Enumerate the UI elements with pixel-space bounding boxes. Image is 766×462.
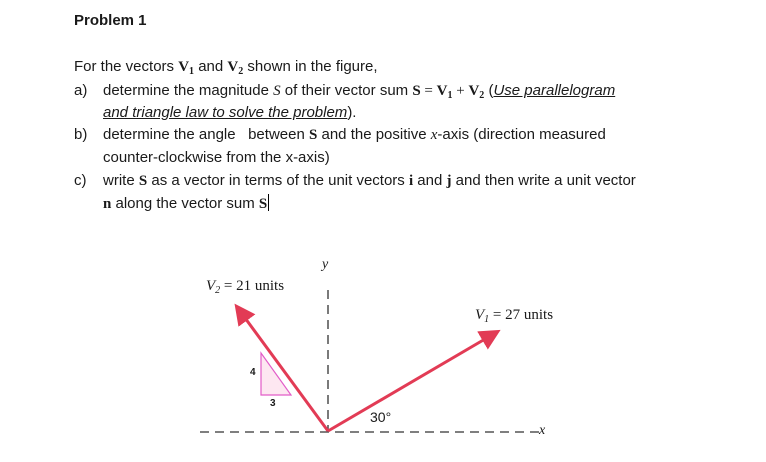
item-a-marker: a) [74, 82, 88, 99]
v2-magnitude-label: $V_2 = 21$ units [206, 278, 285, 296]
item-b-marker: b) [74, 126, 88, 143]
vector-v2-symbol: $V_2$ [227, 59, 244, 77]
v1-symbol-a: $V_1$ [436, 83, 453, 101]
v2-symbol-a: $V_2$ [468, 83, 485, 101]
y-axis-label: y [322, 257, 329, 272]
intro-and: and [194, 58, 228, 75]
item-b-line1: determine the angle between S and the positive x-axis (direction measured [103, 126, 606, 143]
x-axis-label: x [539, 423, 546, 438]
vector-s-symbol-c: S [138, 173, 148, 189]
intro-text-after: shown in the figure, [243, 58, 378, 75]
intro-text-before: For the vectors [74, 58, 179, 75]
problem-title: Problem 1 [74, 12, 147, 29]
x-axis-symbol: x [430, 127, 438, 143]
triangle-vertical-label: 4 [250, 367, 256, 378]
magnitude-s-symbol: S [273, 83, 281, 99]
vector-v1-arrow [328, 332, 497, 431]
unit-n-symbol: n [103, 196, 112, 212]
unit-j-symbol: j [446, 173, 452, 189]
item-b-line2: counter-clockwise from the x-axis) [103, 149, 330, 166]
item-c-line1: write S as a vector in terms of the unit vectors i and j and then write a unit vector [103, 172, 636, 189]
triangle-horizontal-label: 3 [270, 398, 276, 409]
item-a-line1: determine the magnitude S of their vector sum $S = V_1 + V_2$ (Use parallelogram [103, 82, 616, 101]
item-c-line2: n along the vector sum S [103, 195, 268, 212]
vector-s-symbol-c2: S [258, 196, 268, 212]
v1-magnitude-label: $V_1 = 27$ units [475, 307, 554, 325]
angle-s-symbol: S [308, 127, 318, 143]
angle-label: 30° [370, 409, 392, 425]
unit-i-symbol: i [408, 173, 414, 189]
vector-v1-symbol: $V_1$ [178, 59, 195, 77]
parallelogram-hint-part2: and triangle law to solve the problem [103, 104, 348, 121]
parallelogram-hint-part1: Use parallelogram [493, 82, 616, 99]
item-a-line2: and triangle law to solve the problem). [103, 104, 357, 121]
item-c-marker: c) [74, 172, 87, 189]
sum-s-symbol: S [412, 83, 421, 99]
